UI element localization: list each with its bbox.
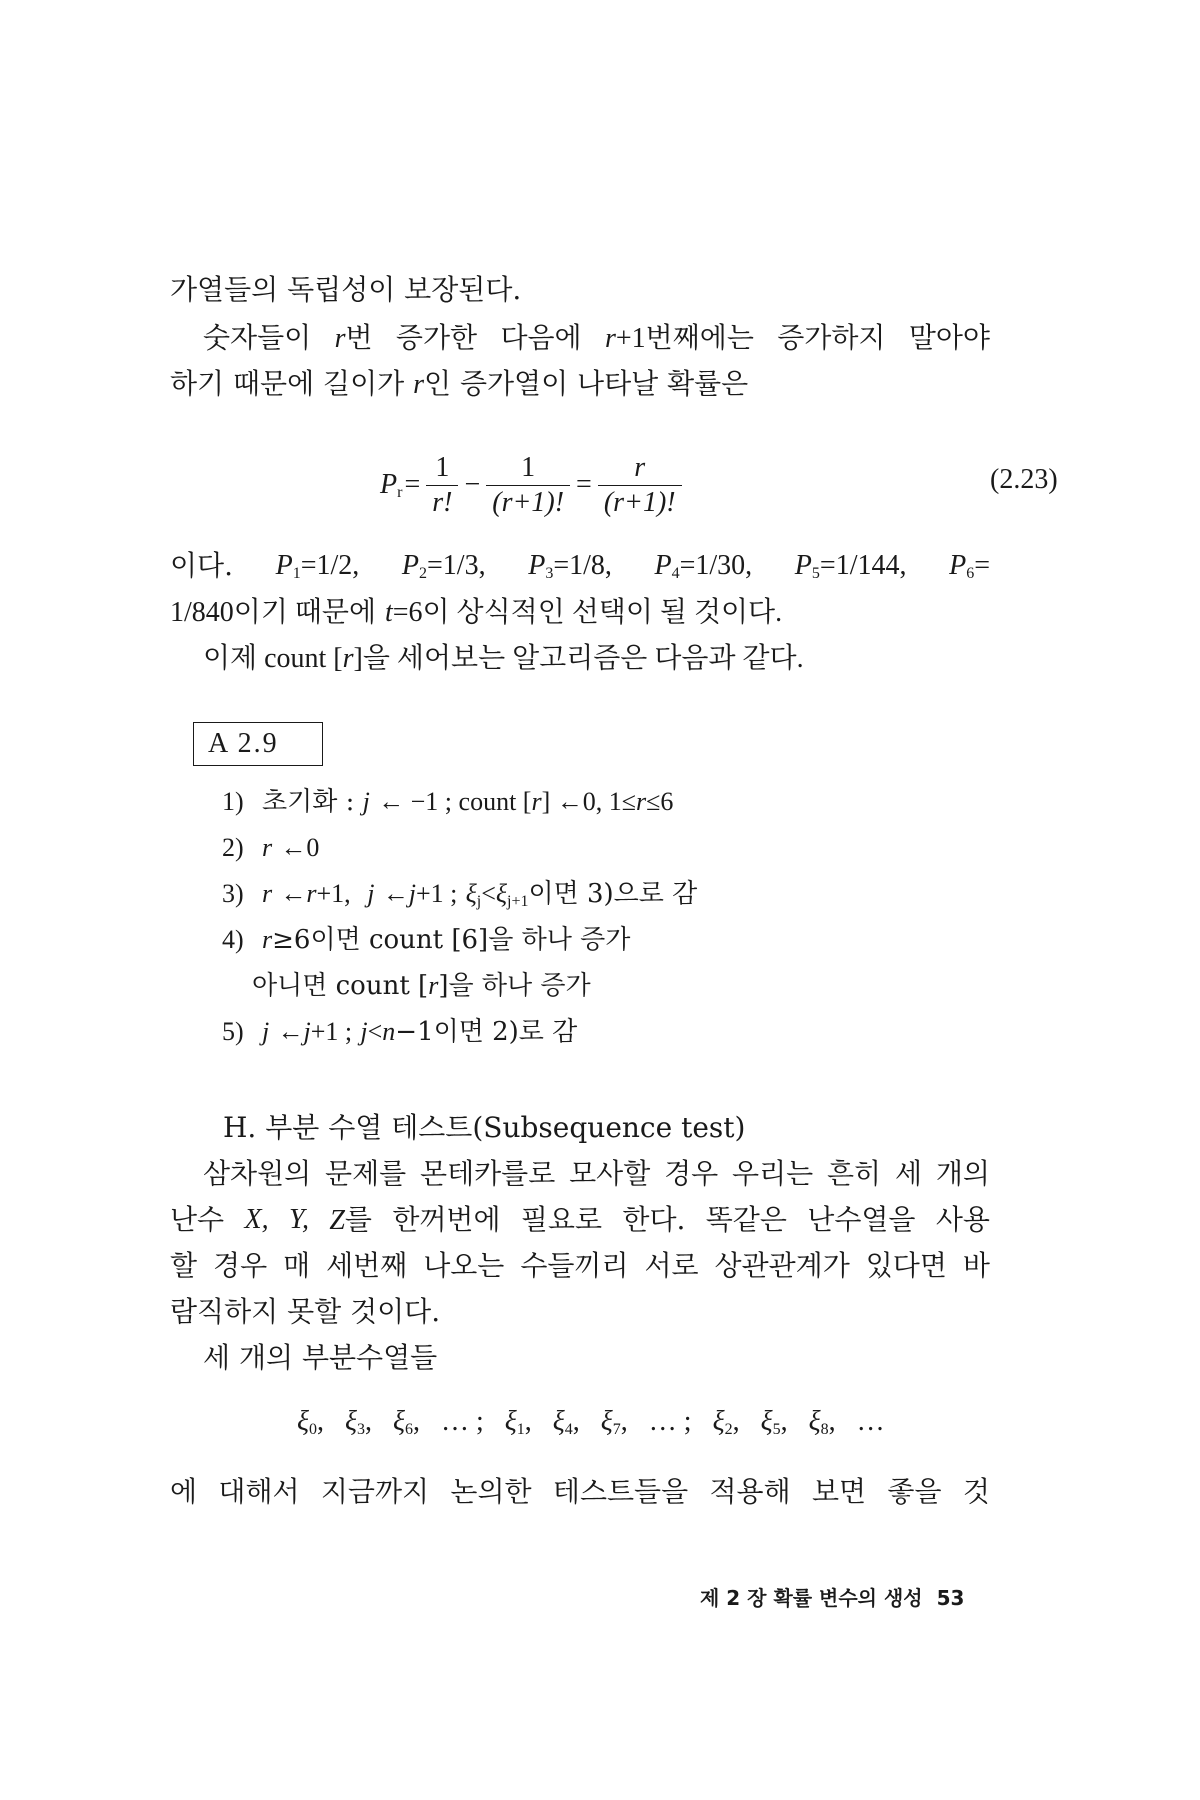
chapter-title: 제 2 장 확률 변수의 생성 [700, 1586, 923, 1610]
subscript: 5 [811, 565, 820, 582]
ellipsis: … [856, 1406, 885, 1437]
var-r: r [262, 879, 273, 908]
prob-p3 [528, 546, 612, 594]
var-r: r [531, 787, 542, 816]
word: 문제를 [325, 1157, 407, 1190]
var-xi: ξ [808, 1406, 821, 1437]
algorithm-label: A 2.9 [193, 722, 323, 766]
text-line-3 [170, 364, 748, 405]
subscript: 2 [419, 565, 428, 582]
var-j: j [367, 879, 375, 908]
fraction-3 [598, 451, 682, 520]
var-x: X, [244, 1204, 269, 1235]
var-p: P [275, 550, 293, 581]
text: ]을 하나 증가 [438, 971, 591, 1001]
text: 람직하지 못할 것이다. [170, 1295, 441, 1328]
word: 할 [170, 1249, 198, 1282]
var-n: n [382, 1017, 396, 1046]
word: 세번째 [326, 1249, 408, 1282]
text: 인 증가열이 나타날 확률은 [424, 367, 749, 400]
step-number: 1) [222, 787, 244, 816]
word: 나오는 [423, 1249, 505, 1282]
algorithm-step-4 [222, 920, 630, 960]
word: 똑같은 [705, 1203, 787, 1236]
eq-lhs-var: P [380, 468, 398, 500]
var-r: r [342, 643, 354, 674]
value: =1/2, [300, 550, 360, 581]
algorithm-step-5 [222, 1012, 577, 1052]
text: +1, [316, 879, 351, 908]
text: 초기화 : [262, 787, 355, 817]
text-line-8 [170, 1200, 990, 1241]
prob-p2 [402, 546, 486, 594]
fraction-1 [426, 451, 458, 520]
word: 삼차원의 [203, 1157, 312, 1190]
text: 번 [345, 321, 373, 354]
section-heading [223, 1108, 745, 1148]
var-j: j [408, 879, 416, 908]
text: ← [382, 879, 409, 908]
subscript: 8 [820, 1421, 829, 1438]
var-p: P [401, 550, 420, 581]
var-p: P [794, 550, 812, 581]
subscript: 2 [724, 1421, 733, 1438]
word: 한다. [622, 1203, 686, 1236]
word: 난수 [170, 1203, 225, 1236]
word: 대해서 [218, 1475, 300, 1508]
var-r: r [604, 323, 616, 354]
subscript: 6 [966, 565, 975, 582]
value: =1/144, [819, 550, 907, 581]
text: 1/840이기 때문에 [170, 597, 377, 628]
subscript: 1 [516, 1421, 525, 1438]
word: 한꺼번에 [392, 1203, 501, 1236]
text-line-9 [170, 1246, 990, 1286]
fraction-2-den: (r+1)! [486, 485, 570, 520]
fraction-3-den: (r+1)! [598, 485, 682, 520]
word: 필요로 [520, 1203, 603, 1236]
word [329, 1200, 372, 1241]
text: +1번째에는 [615, 323, 754, 354]
text-line-2 [203, 318, 990, 359]
text: =6이 상식적인 선택이 될 것이다. [392, 597, 783, 628]
subscript: 4 [671, 565, 680, 582]
text: ] ←0, 1≤ [541, 787, 637, 816]
value: =1/30, [679, 550, 753, 581]
text: ←0 [280, 833, 320, 862]
text-line-6 [203, 638, 804, 679]
var-y: Y, [288, 1204, 309, 1235]
text: −1이면 2)로 감 [395, 1017, 578, 1047]
prob-p4 [655, 546, 753, 594]
var-xi: ξ [712, 1406, 725, 1437]
var-r: r [306, 879, 317, 908]
var-xi: ξ [552, 1406, 565, 1437]
var-xi: ξ [297, 1406, 309, 1437]
subscript: 7 [612, 1421, 621, 1438]
word: 바 [962, 1249, 990, 1282]
var-xi: ξ [345, 1406, 357, 1437]
word: 상관관계가 [714, 1249, 850, 1282]
word: 테스트들을 [552, 1475, 689, 1508]
subscript: j+1 [507, 893, 529, 910]
page-number: 53 [936, 1586, 965, 1610]
step-number: 3) [222, 879, 244, 908]
text: < [367, 1017, 383, 1046]
text-line-10 [170, 1292, 440, 1332]
var-r: r [334, 323, 346, 354]
ellipsis: … ; [441, 1406, 484, 1437]
text-line-4 [170, 546, 990, 594]
section-title: H. 부분 수열 테스트(Subsequence test) [223, 1111, 746, 1144]
word: 적용해 [709, 1475, 791, 1508]
subscript: j [476, 893, 482, 910]
text: 하기 때문에 길이가 [170, 367, 405, 400]
prob-p5 [795, 546, 907, 594]
word: 세 [894, 1157, 922, 1190]
var-j: j [360, 1017, 368, 1046]
eq-equals: = [576, 469, 592, 500]
fraction-1-den: r! [426, 485, 458, 520]
text: < [481, 879, 496, 908]
word: 우리는 [732, 1157, 814, 1190]
word: 있다면 [865, 1249, 947, 1282]
prob-p6 [949, 546, 990, 594]
var-xi: ξ [504, 1406, 517, 1437]
eq-minus: − [464, 469, 481, 500]
text [335, 318, 373, 359]
text: 이다. [170, 549, 233, 582]
eq-equals: = [404, 469, 421, 500]
var-r: r [262, 833, 273, 862]
text-line-12 [170, 1472, 990, 1512]
word: 좋을 [887, 1475, 942, 1508]
text: ← −1 ; count [ [378, 787, 532, 816]
text-line-7 [203, 1154, 990, 1194]
subscript: 4 [564, 1421, 573, 1438]
equation-number: (2.23) [990, 464, 1058, 495]
word: 경우 [664, 1157, 719, 1190]
word: 보면 [811, 1475, 867, 1508]
text: 세 개의 부분수열들 [203, 1341, 438, 1374]
var-r: r [413, 369, 424, 400]
algorithm-step-4-else [252, 966, 591, 1006]
eq-lhs [380, 469, 402, 502]
word: 논의한 [450, 1475, 532, 1508]
text-line-5 [170, 592, 782, 633]
subscript: 5 [772, 1421, 781, 1438]
fraction-3-num: r [634, 451, 646, 483]
var-xi: ξ [760, 1406, 773, 1437]
step-number: 2) [222, 833, 244, 862]
word: 개의 [935, 1157, 990, 1190]
var-xi: ξ [465, 879, 477, 908]
var-p: P [949, 550, 967, 581]
word: 매 [283, 1249, 311, 1282]
value: = [974, 550, 990, 581]
var-p: P [528, 550, 546, 581]
ellipsis: … ; [648, 1406, 692, 1437]
var-xi: ξ [393, 1406, 405, 1437]
algorithm-step-3 [222, 874, 697, 922]
step-number: 4) [222, 925, 244, 954]
fraction-1-num: 1 [435, 451, 450, 483]
step-number: 5) [222, 1017, 244, 1046]
text: 증가한 [395, 321, 478, 354]
text: +1 ; [310, 1017, 353, 1046]
algorithm-step-2 [222, 828, 319, 868]
word: 수들끼리 [520, 1249, 629, 1282]
subscript: 3 [545, 565, 554, 582]
value: =1/3, [427, 550, 486, 581]
text: 증가하지 [777, 321, 886, 354]
var-j: j [362, 787, 370, 816]
word: 모사할 [569, 1157, 651, 1190]
fraction-2 [486, 451, 570, 520]
text: 가열들의 독립성이 보장된다. [170, 273, 522, 306]
text: 이제 count [ [203, 643, 343, 674]
text: 말아야 [908, 321, 990, 354]
word: 지금까지 [320, 1475, 430, 1508]
var-xi: ξ [600, 1406, 613, 1437]
text: ≥6이면 count [6]을 하나 증가 [272, 925, 631, 955]
var-r: r [428, 971, 439, 1000]
subscript: 0 [309, 1421, 317, 1438]
text: ← [280, 879, 307, 908]
subsequence-list: $\xi_0$, $\xi_3$, $\xi_6$, … ; $\xi_1$, $\xi_4$, $\xi_7$, … ; $\xi_2$, $\xi_5$, $\xi_8$, … [297, 1406, 885, 1438]
text-line-1 [170, 270, 521, 310]
algorithm-step-1 [222, 782, 673, 822]
value: =1/8, [553, 550, 612, 581]
text: 를 [344, 1203, 372, 1236]
var-j: j [303, 1017, 311, 1046]
var-t: t [384, 597, 393, 628]
var-r: r [636, 787, 647, 816]
word: 서로 [644, 1249, 699, 1282]
text: ]을 세어보는 알고리즘은 다음과 같다. [353, 643, 804, 674]
word: 경우 [213, 1249, 268, 1282]
word: 사용 [935, 1203, 990, 1236]
page-footer [700, 1582, 964, 1611]
fraction-2-num: 1 [521, 451, 536, 483]
subscript: 6 [405, 1421, 413, 1438]
word: 난수열을 [807, 1203, 916, 1236]
var-z: Z [329, 1205, 345, 1236]
text [605, 318, 754, 359]
eq-lhs-sub: r [397, 483, 403, 501]
text: 다음에 [500, 321, 582, 354]
subscript: 3 [357, 1421, 365, 1438]
var-j: j [262, 1017, 270, 1046]
text-line-11 [203, 1338, 437, 1378]
var-p: P [654, 550, 672, 581]
word: 에 [170, 1475, 198, 1508]
text: 아니면 count [ [252, 971, 429, 1001]
text: 이면 3)으로 감 [528, 879, 698, 909]
text: 숫자들이 [203, 321, 312, 354]
subscript: 1 [292, 565, 301, 582]
word: 흔히 [827, 1157, 882, 1190]
var-xi: ξ [495, 879, 508, 908]
text: ← [277, 1017, 304, 1046]
word: 몬테카를로 [420, 1157, 556, 1190]
text: ≤6 [646, 787, 674, 816]
var-r: r [262, 925, 273, 954]
text: +1 ; [415, 879, 458, 908]
word: 것 [962, 1475, 990, 1508]
prob-p1 [276, 546, 360, 594]
equation-2-23 [380, 440, 686, 530]
